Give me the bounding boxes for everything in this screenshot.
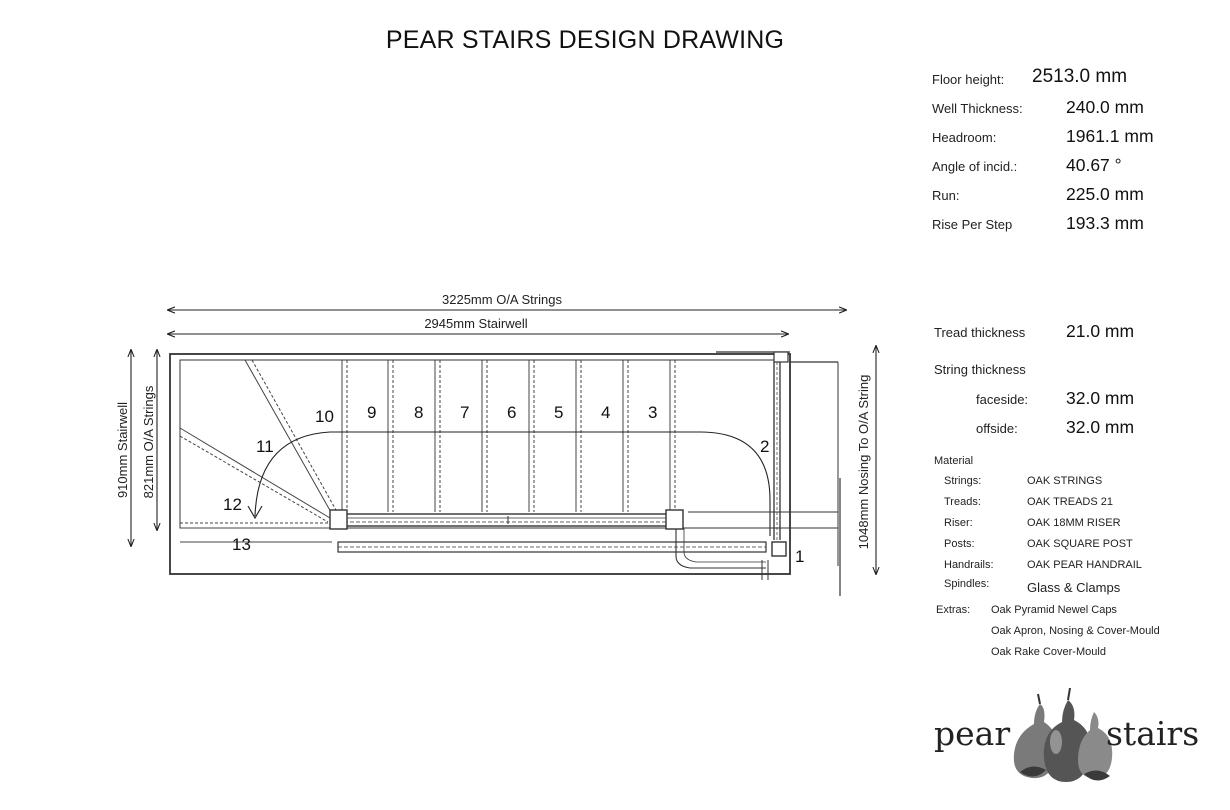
spec-label: Tread thickness xyxy=(934,325,1026,340)
step-number-1: 1 xyxy=(795,547,805,566)
tread-lines xyxy=(342,360,675,512)
spec-label: Headroom: xyxy=(932,130,997,145)
step-number-2: 2 xyxy=(760,437,770,456)
pears-icon xyxy=(1010,682,1120,792)
stairwell-depth-label: 910mm Stairwell xyxy=(115,401,130,499)
spec-value: 2513.0 mm xyxy=(1032,66,1128,87)
step-number-12: 12 xyxy=(223,495,242,514)
material-label: Riser: xyxy=(944,517,973,529)
spec-value: 193.3 mm xyxy=(1066,213,1144,233)
spec-label: Run: xyxy=(932,188,960,203)
step-number-11: 11 xyxy=(256,437,274,456)
walk-line xyxy=(248,432,770,536)
nosing-depth-label: 1048mm Nosing To O/A String xyxy=(856,374,871,550)
string-lower xyxy=(338,514,670,526)
extras-item: Oak Pyramid Newel Caps xyxy=(991,604,1117,616)
step-number-9: 9 xyxy=(367,403,377,422)
newel-post-middle xyxy=(666,510,683,529)
material-label: Strings: xyxy=(944,475,982,487)
material-value: OAK SQUARE POST xyxy=(1027,538,1133,550)
step-number-8: 8 xyxy=(414,403,424,422)
material-label: Posts: xyxy=(944,538,975,550)
material-value: OAK PEAR HANDRAIL xyxy=(1027,559,1142,571)
spec-label: Rise Per Step xyxy=(932,217,1013,232)
winder-line xyxy=(180,428,330,518)
string-curve-inner xyxy=(684,528,766,562)
spec-value: 240.0 mm xyxy=(1066,97,1144,117)
spec-value: 40.67 ° xyxy=(1066,155,1122,175)
extras-item: Oak Rake Cover-Mould xyxy=(991,646,1106,658)
spec-label: Floor height: xyxy=(932,72,1005,87)
material-label: Spindles: xyxy=(944,578,990,590)
spec-label: Well Thickness: xyxy=(932,101,1023,116)
spec-label: offside: xyxy=(976,421,1018,436)
material-value: OAK 18MM RISER xyxy=(1027,517,1121,529)
oa-strings-width-label: 3225mm O/A Strings xyxy=(442,292,562,307)
spec-value: 32.0 mm xyxy=(1066,388,1135,408)
extras-item: Oak Apron, Nosing & Cover-Mould xyxy=(991,625,1160,637)
step-number-5: 5 xyxy=(554,403,564,422)
winder-line xyxy=(180,436,328,522)
strings-and-posts xyxy=(330,352,838,580)
extras-label: Extras: xyxy=(936,604,971,616)
step-number-4: 4 xyxy=(601,403,611,422)
logo-word-pear: pear xyxy=(934,714,1011,753)
spec-label: Angle of incid.: xyxy=(932,159,1018,174)
stairwell-outline xyxy=(170,354,790,574)
step-number-3: 3 xyxy=(648,403,658,422)
spec-value: 1961.1 mm xyxy=(1066,126,1154,146)
step-number-6: 6 xyxy=(507,403,517,422)
step-number-10: 10 xyxy=(315,407,334,426)
spec-value: 21.0 mm xyxy=(1066,321,1135,341)
material-heading: Material xyxy=(934,455,974,467)
spec-value: 32.0 mm xyxy=(1066,417,1135,437)
newel-post-bottom xyxy=(772,542,786,556)
stairwell-width-label: 2945mm Stairwell xyxy=(424,316,528,331)
newel-post-left xyxy=(330,510,347,529)
pear-stairs-logo xyxy=(930,680,1200,795)
material-value: OAK STRINGS xyxy=(1027,475,1103,487)
step-number-13: 13 xyxy=(232,535,251,554)
logo-word-stairs: stairs xyxy=(1106,714,1200,753)
oa-strings-depth-label: 821mm O/A Strings xyxy=(141,385,156,499)
spec-value: 225.0 mm xyxy=(1066,184,1144,204)
stair-outline xyxy=(170,352,840,596)
winder-line xyxy=(252,360,336,510)
material-label: Handrails: xyxy=(944,559,994,571)
newel-post-top xyxy=(774,352,788,362)
material-value: OAK TREADS 21 xyxy=(1027,496,1113,508)
step-number-7: 7 xyxy=(460,403,470,422)
page-title: PEAR STAIRS DESIGN DRAWING xyxy=(385,26,785,54)
spec-label: String thickness xyxy=(934,362,1026,377)
material-value: Glass & Clamps xyxy=(1027,580,1121,595)
material-label: Treads: xyxy=(944,496,981,508)
spec-label: faceside: xyxy=(976,392,1029,407)
